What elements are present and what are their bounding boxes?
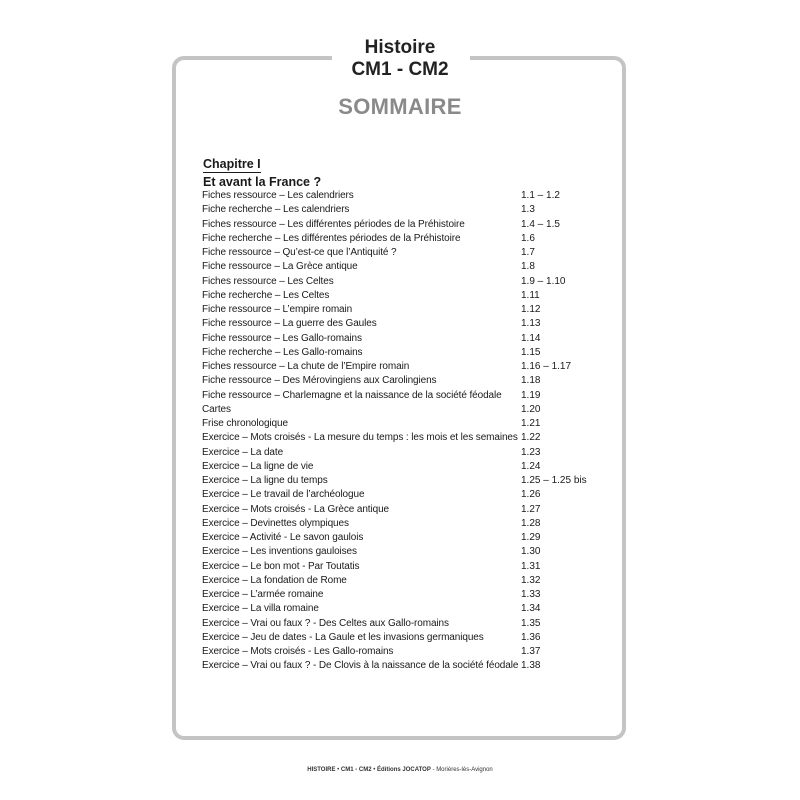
toc-entry-page: 1.4 – 1.5 <box>521 218 560 230</box>
toc-entry-title: Frise chronologique <box>202 418 288 429</box>
toc-entry-page: 1.26 <box>521 489 541 501</box>
toc-entry-page: 1.16 – 1.17 <box>521 361 572 372</box>
toc-entry-title: Fiche ressource – Des Mérovingiens aux Carolingiens <box>202 375 437 387</box>
chapter-label: Chapitre I <box>203 157 261 171</box>
toc-entry <box>202 474 622 488</box>
toc-entry-title: Exercice – La ligne du temps <box>202 475 328 486</box>
toc-entry-title: Fiche ressource – Les Gallo-romains <box>202 332 362 344</box>
toc-entry-title: Exercice – La fondation de Rome <box>202 574 347 586</box>
toc-entry-title: Fiche ressource – Charlemagne et la naissance de la société féodale <box>202 389 502 401</box>
toc-entry-page: 1.31 <box>521 560 541 572</box>
footer-publisher: Éditions JOCATOP <box>377 767 431 773</box>
toc-entry-page: 1.6 <box>521 232 535 244</box>
toc-entry <box>202 574 622 588</box>
toc-entry <box>202 631 622 645</box>
toc-entry <box>202 275 622 289</box>
toc-entry-title: Exercice – Le travail de l’archéologue <box>202 489 365 501</box>
toc-entry <box>202 645 622 659</box>
toc-entry-page: 1.30 <box>521 546 541 558</box>
toc-entry <box>202 203 622 217</box>
table-of-contents <box>202 189 622 674</box>
toc-entry-title: Fiche recherche – Les Gallo-romains <box>202 346 363 358</box>
toc-entry <box>202 545 622 559</box>
toc-entry-title: Exercice – La ligne de vie <box>202 460 314 472</box>
toc-entry-page: 1.23 <box>521 446 541 458</box>
toc-entry-title: Fiches ressource – Les calendriers <box>202 190 354 201</box>
toc-entry-page: 1.7 <box>521 247 535 258</box>
toc-entry <box>202 588 622 602</box>
footer-dash: - <box>432 767 437 773</box>
toc-entry <box>202 602 622 616</box>
toc-entry-page: 1.32 <box>521 574 541 586</box>
toc-entry <box>202 403 622 417</box>
toc-entry-page: 1.33 <box>521 589 541 600</box>
toc-entry-title: Fiches ressource – La chute de l’Empire romain <box>202 361 410 372</box>
toc-entry <box>202 503 622 517</box>
toc-entry <box>202 360 622 374</box>
toc-entry <box>202 218 622 232</box>
chapter-title: Et avant la France ? <box>203 175 322 189</box>
toc-entry <box>202 332 622 346</box>
toc-entry <box>202 289 622 303</box>
page-subtitle-level: CM1 - CM2 <box>351 59 449 80</box>
footer-separator: • <box>337 767 341 773</box>
toc-entry <box>202 232 622 246</box>
toc-entry-page: 1.14 <box>521 332 541 344</box>
toc-entry <box>202 431 622 445</box>
toc-entry-title: Fiches ressource – Les différentes périodes de la Préhistoire <box>202 218 465 230</box>
toc-entry-page: 1.29 <box>521 532 541 543</box>
toc-entry-page: 1.8 <box>521 261 535 273</box>
toc-entry-page: 1.19 <box>521 389 541 401</box>
toc-entry-title: Exercice – La date <box>202 446 284 458</box>
toc-entry-page: 1.24 <box>521 460 541 472</box>
toc-entry <box>202 260 622 274</box>
toc-entry-title: Fiche ressource – Qu’est-ce que l’Antiquité ? <box>202 247 397 258</box>
toc-entry-page: 1.13 <box>521 318 541 330</box>
toc-entry-title: Fiche ressource – La guerre des Gaules <box>202 318 377 330</box>
toc-entry-title: Exercice – Vrai ou faux ? - De Clovis à la naissance de la société féodale <box>202 660 519 672</box>
toc-entry-title: Exercice – L’armée romaine <box>202 589 324 600</box>
toc-entry-page: 1.27 <box>521 503 541 515</box>
toc-entry-page: 1.11 <box>521 289 540 301</box>
chapter-heading <box>203 157 321 190</box>
toc-entry-title: Fiche ressource – L’empire romain <box>202 304 353 315</box>
toc-entry-page: 1.34 <box>521 603 541 615</box>
footer-level: CM1 - CM2 <box>340 767 372 773</box>
toc-entry-page: 1.20 <box>521 403 541 415</box>
sommaire-heading: SOMMAIRE <box>338 94 462 119</box>
toc-entry-title: Exercice – Activité - Le savon gaulois <box>202 532 364 543</box>
toc-entry-title: Fiche recherche – Les Celtes <box>202 289 330 301</box>
page-footer <box>0 767 800 773</box>
toc-entry-page: 1.21 <box>521 418 541 429</box>
toc-entry <box>202 517 622 531</box>
toc-entry <box>202 346 622 360</box>
toc-entry-page: 1.36 <box>521 631 541 643</box>
footer-separator: • <box>373 767 378 773</box>
toc-entry <box>202 560 622 574</box>
toc-entry-page: 1.38 <box>521 660 541 672</box>
toc-entry-page: 1.37 <box>521 646 541 657</box>
toc-entry <box>202 246 622 260</box>
toc-entry <box>202 417 622 431</box>
toc-entry-page: 1.3 <box>521 204 535 216</box>
toc-entry-page: 1.1 – 1.2 <box>521 190 560 201</box>
toc-entry <box>202 317 622 331</box>
toc-entry-title: Cartes <box>202 403 231 415</box>
toc-entry-page: 1.25 – 1.25 bis <box>521 475 587 486</box>
footer-subject: HISTOIRE <box>307 767 336 773</box>
page-title: Histoire <box>364 37 436 58</box>
toc-entry-page: 1.9 – 1.10 <box>521 275 566 287</box>
toc-entry-title: Exercice – Mots croisés - La mesure du temps : les mois et les semaines <box>202 432 518 444</box>
toc-entry <box>202 189 622 203</box>
toc-entry-title: Exercice – Le bon mot - Par Toutatis <box>202 560 360 572</box>
toc-entry-page: 1.18 <box>521 375 541 387</box>
toc-entry-page: 1.22 <box>521 432 541 444</box>
toc-entry-title: Exercice – Les inventions gauloises <box>202 546 357 558</box>
toc-entry <box>202 531 622 545</box>
toc-entry-title: Fiche recherche – Les différentes périodes de la Préhistoire <box>202 232 461 244</box>
toc-entry <box>202 374 622 388</box>
toc-entry <box>202 659 622 673</box>
toc-entry-page: 1.12 <box>521 304 541 315</box>
toc-entry-title: Fiche recherche – Les calendriers <box>202 204 350 216</box>
toc-entry-page: 1.28 <box>521 517 541 529</box>
toc-entry-title: Exercice – Mots croisés - Les Gallo-romains <box>202 646 394 657</box>
toc-entry <box>202 303 622 317</box>
toc-entry-page: 1.35 <box>521 617 541 629</box>
footer-location: Morières-lès-Avignon <box>436 767 493 773</box>
toc-entry-title: Fiches ressource – Les Celtes <box>202 275 334 287</box>
toc-entry-title: Exercice – La villa romaine <box>202 603 319 615</box>
toc-entry-page: 1.15 <box>521 346 541 358</box>
toc-entry-title: Exercice – Devinettes olympiques <box>202 517 349 529</box>
toc-entry <box>202 617 622 631</box>
toc-entry <box>202 446 622 460</box>
toc-entry-title: Exercice – Mots croisés - La Grèce antique <box>202 503 389 515</box>
toc-entry <box>202 488 622 502</box>
toc-entry-title: Exercice – Vrai ou faux ? - Des Celtes aux Gallo-romains <box>202 617 449 629</box>
toc-entry <box>202 389 622 403</box>
toc-entry-title: Fiche ressource – La Grèce antique <box>202 261 358 273</box>
toc-entry <box>202 460 622 474</box>
toc-entry-title: Exercice – Jeu de dates - La Gaule et les invasions germaniques <box>202 631 484 643</box>
